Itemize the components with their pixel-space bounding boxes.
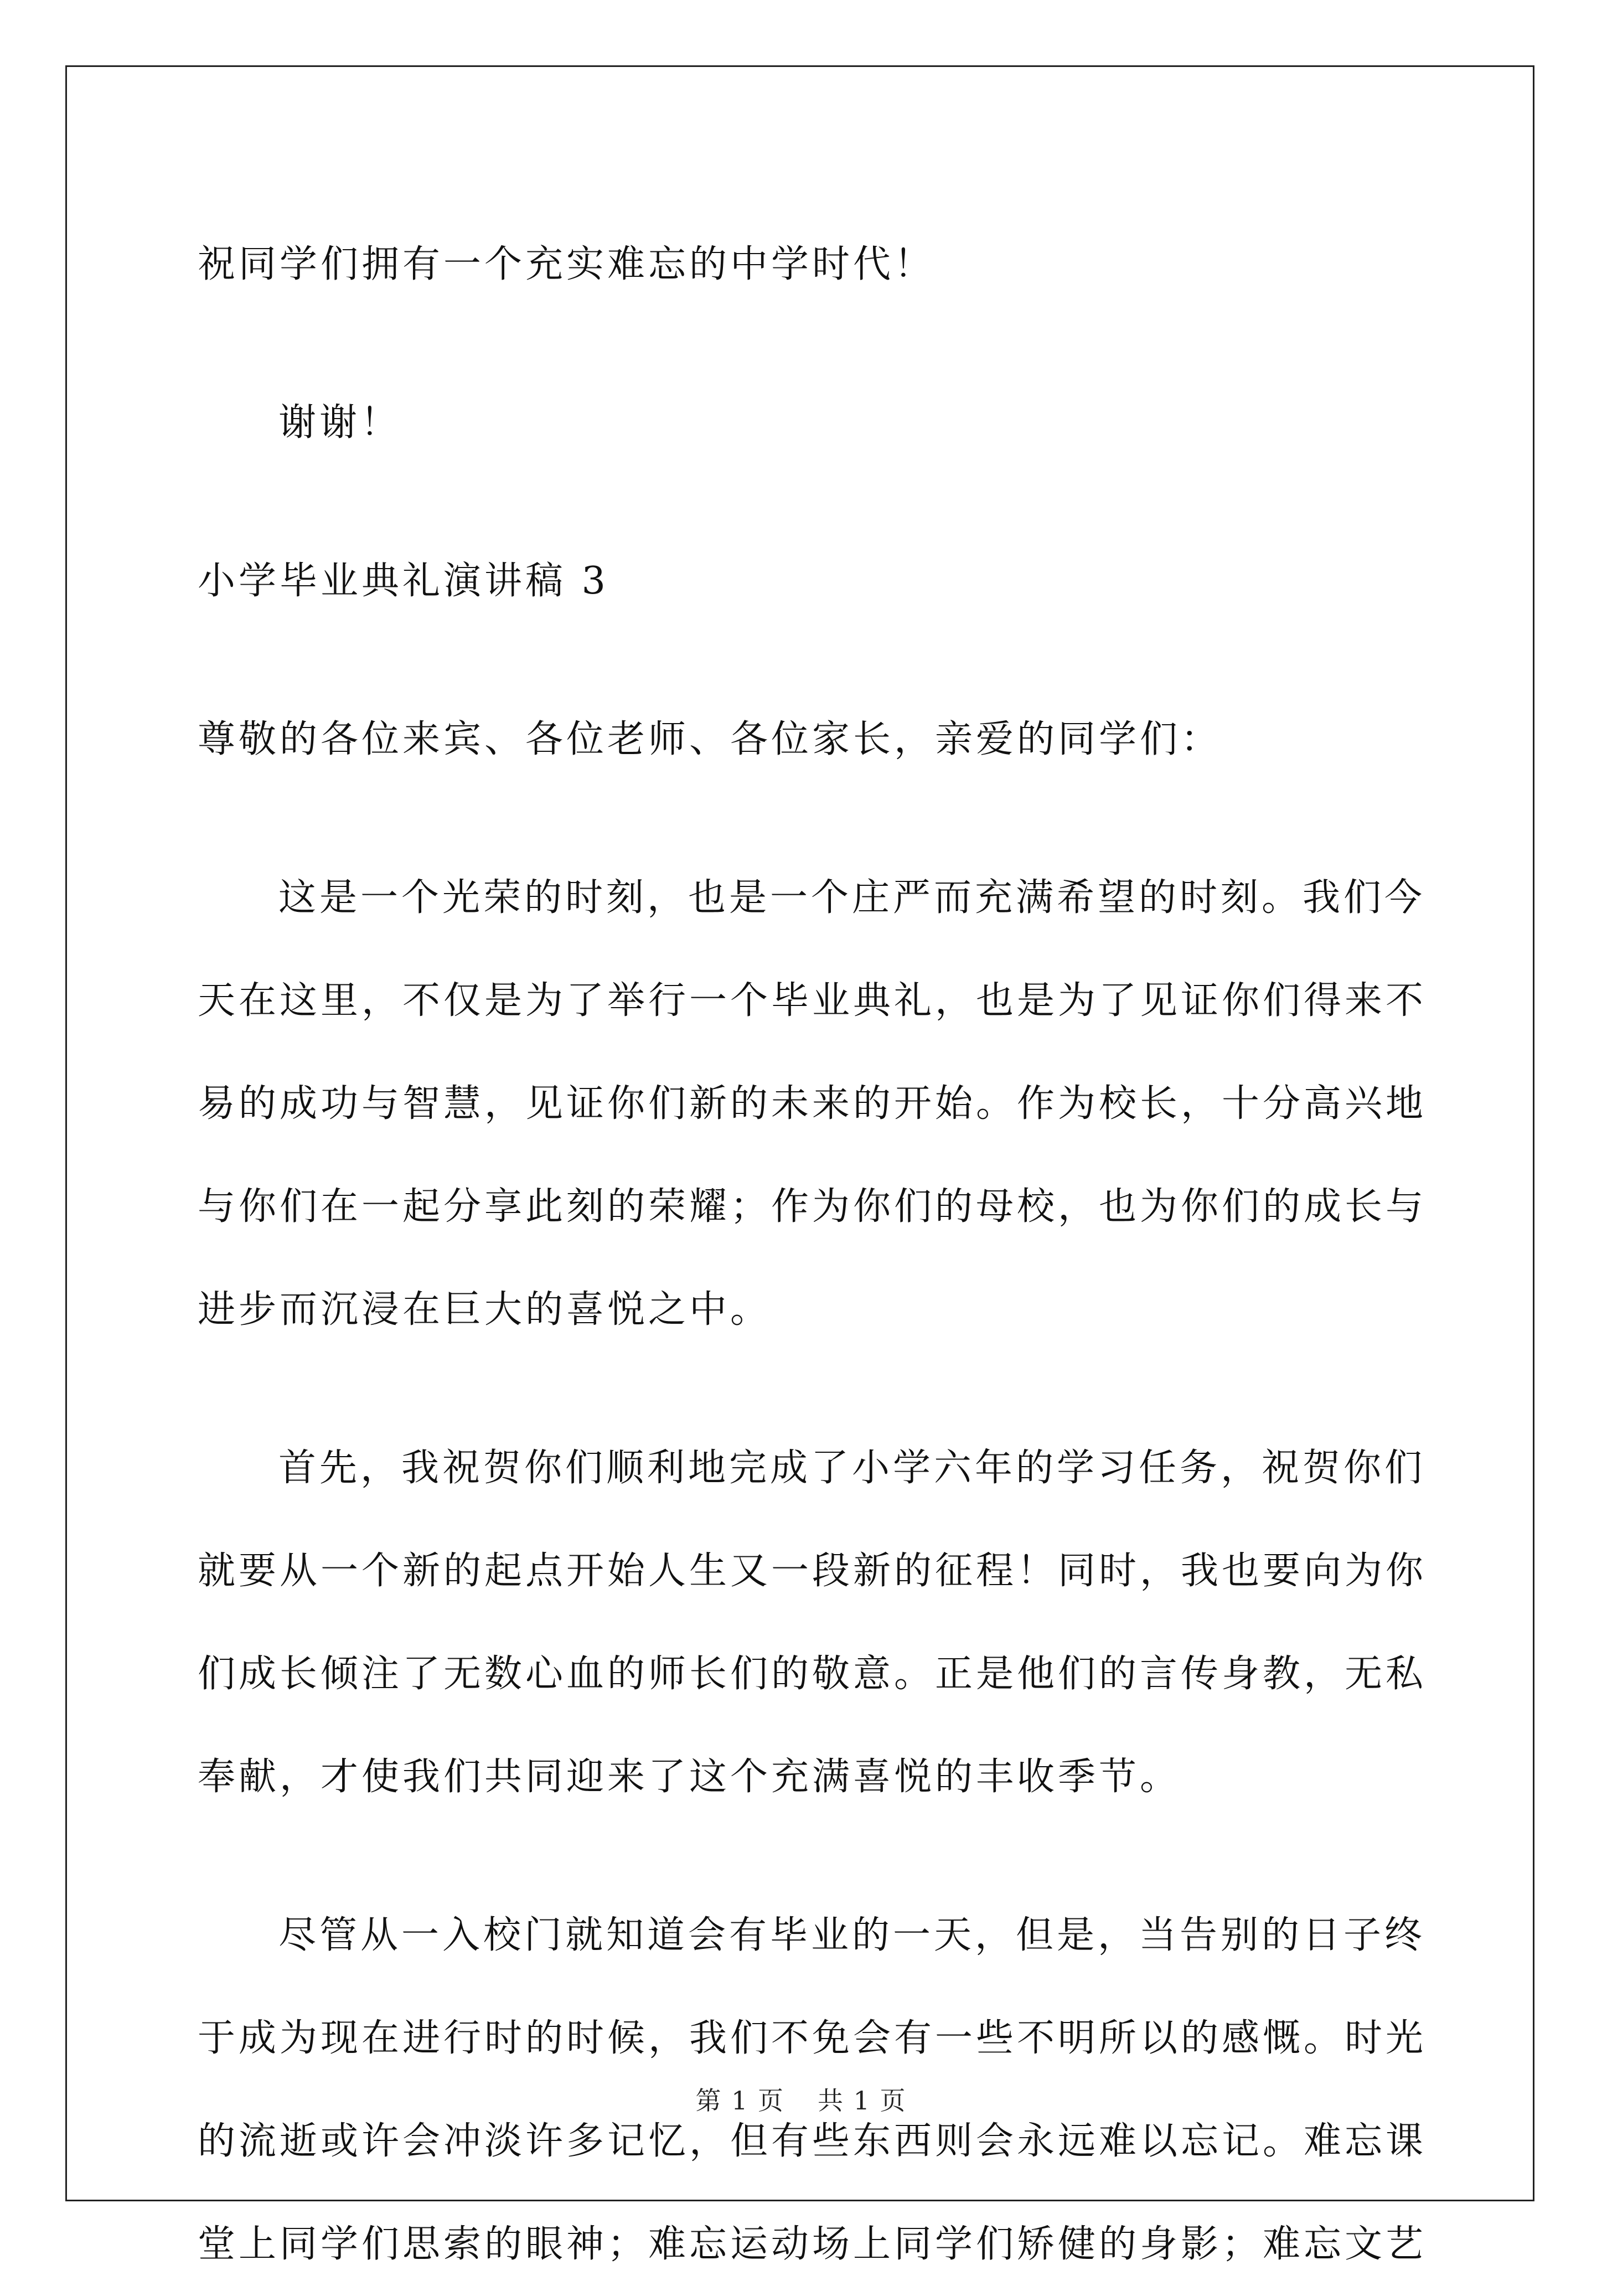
text-line: 首先，我祝贺你们顺利地完成了小学六年的学习任务，祝贺你们 [278,1446,1426,1490]
text-line: 祝同学们拥有一个充实难忘的中学时代！ [198,243,936,286]
text-line: 天在这里，不仅是为了举行一个毕业典礼，也是为了见证你们得来不 [198,979,1427,1023]
text-line: 这是一个光荣的时刻，也是一个庄严而充满希望的时刻。我们今 [278,876,1426,920]
text-line: 进步而沉浸在巨大的喜悦之中。 [198,1288,772,1332]
page-footer [0,2081,1602,2117]
text-line: 奉献，才使我们共同迎来了这个充满喜悦的丰收季节。 [198,1755,1181,1799]
paragraph-gap [198,633,1410,688]
text-line: 们成长倾注了无数心血的师长们的敬意。正是他们的言传身教，无私 [198,1652,1427,1696]
paragraph-gap [198,1361,1410,1417]
paragraph [198,1417,1427,1829]
text-line: 的流逝或许会冲淡许多记忆，但有些东西则会永远难以忘记。难忘课 [198,2119,1427,2163]
text-line: 易的成功与智慧，见证你们新的未来的开始。作为校长，十分高兴地 [198,1082,1427,1126]
text-line: 谢谢！ [278,401,402,445]
text-line-block [198,530,1410,633]
text-line: 尊敬的各位来宾、各位老师、各位家长，亲爱的同学们： [198,718,1222,761]
text-line-block [198,372,1410,474]
paragraph-gap [198,1829,1410,1884]
text-line: 堂上同学们思索的眼神；难忘运动场上同学们矫健的身影；难忘文艺 [198,2222,1427,2266]
text-line: 尽管从一入校门就知道会有毕业的一天，但是，当告别的日子终 [278,1913,1426,1957]
text-line: 与你们在一起分享此刻的荣耀；作为你们的母校，也为你们的成长与 [198,1185,1427,1229]
paragraph [198,847,1427,1361]
text-line-block [198,688,1410,791]
paragraph-gap [198,791,1410,847]
document-body [198,213,1427,2296]
text-line: 于成为现在进行时的时候，我们不免会有一些不明所以的感慨。时光 [198,2016,1427,2060]
text-line: 小学毕业典礼演讲稿 3 [198,559,609,603]
page-total: 共 1 页 [818,2086,907,2116]
paragraph-gap [198,474,1410,530]
text-line-block [198,213,1410,316]
text-line: 就要从一个新的起点开始人生又一段新的征程！同时，我也要向为你 [198,1549,1427,1593]
paragraph-gap [198,316,1410,372]
page-number: 第 1 页 [695,2086,784,2116]
